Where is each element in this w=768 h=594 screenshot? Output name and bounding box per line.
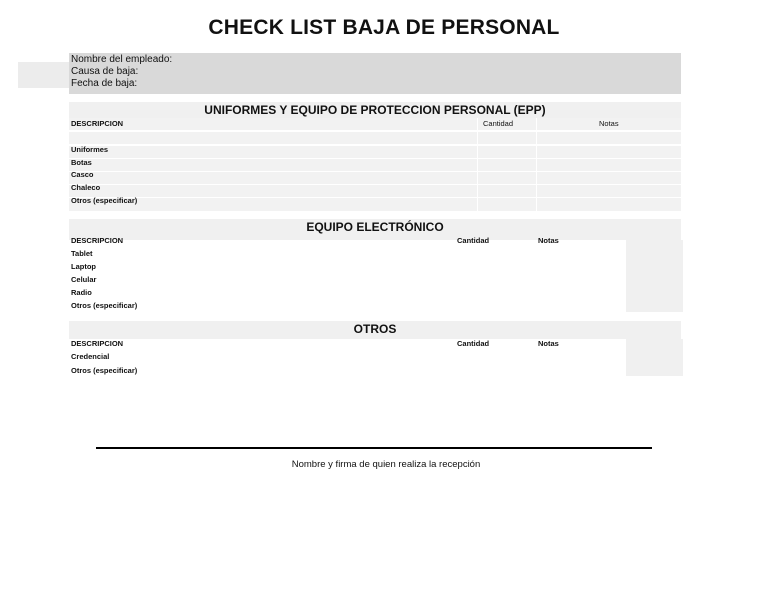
employee-info-block bbox=[69, 53, 681, 94]
electronic-item: Tablet bbox=[71, 249, 93, 258]
termination-reason-label: Causa de baja: bbox=[71, 66, 139, 77]
epp-col-description: DESCRIPCION bbox=[71, 119, 124, 128]
epp-col-notes: Notas bbox=[599, 119, 619, 128]
signature-line bbox=[96, 447, 652, 449]
others-item: Otros (especificar) bbox=[71, 366, 138, 375]
epp-row-bg bbox=[69, 198, 681, 211]
electronic-section-header: EQUIPO ELECTRÓNICO bbox=[69, 219, 681, 240]
others-notes-shade bbox=[626, 339, 683, 376]
epp-section-header: UNIFORMES Y EQUIPO DE PROTECCION PERSONAL (EPP) bbox=[204, 103, 546, 117]
signature-label: Nombre y firma de quien realiza la recepción bbox=[291, 459, 481, 470]
electronic-item: Radio bbox=[71, 288, 92, 297]
epp-col-divider bbox=[477, 118, 478, 212]
electronic-item: Laptop bbox=[71, 262, 96, 271]
epp-item: Casco bbox=[71, 170, 94, 179]
epp-col-divider bbox=[536, 118, 537, 212]
electronic-item: Otros (especificar) bbox=[71, 301, 138, 310]
others-section-header: OTROS bbox=[69, 321, 681, 339]
epp-item: Botas bbox=[71, 158, 92, 167]
epp-row-bg bbox=[69, 159, 681, 171]
epp-item: Otros (especificar) bbox=[71, 196, 138, 205]
electronic-col-description: DESCRIPCION bbox=[71, 236, 124, 245]
epp-row-bg bbox=[69, 172, 681, 184]
employee-name-label: Nombre del empleado: bbox=[71, 54, 173, 65]
epp-item: Chaleco bbox=[71, 183, 101, 192]
page-title: CHECK LIST BAJA DE PERSONAL bbox=[208, 16, 560, 39]
electronic-col-quantity: Cantidad bbox=[457, 236, 490, 245]
electronic-notes-shade bbox=[626, 240, 683, 312]
epp-row-bg bbox=[69, 146, 681, 158]
epp-row-bg bbox=[69, 185, 681, 197]
others-item: Credencial bbox=[71, 352, 110, 361]
margin-shade bbox=[18, 62, 70, 88]
electronic-item: Celular bbox=[71, 275, 97, 284]
epp-col-quantity: Cantidad bbox=[483, 119, 514, 128]
epp-row-bg bbox=[69, 132, 681, 144]
others-col-notes: Notas bbox=[538, 339, 559, 348]
others-col-description: DESCRIPCION bbox=[71, 339, 124, 348]
epp-item: Uniformes bbox=[71, 145, 109, 154]
epp-colhead-bg bbox=[69, 118, 681, 130]
termination-date-label: Fecha de baja: bbox=[71, 78, 138, 89]
electronic-col-notes: Notas bbox=[538, 236, 559, 245]
others-col-quantity: Cantidad bbox=[457, 339, 490, 348]
